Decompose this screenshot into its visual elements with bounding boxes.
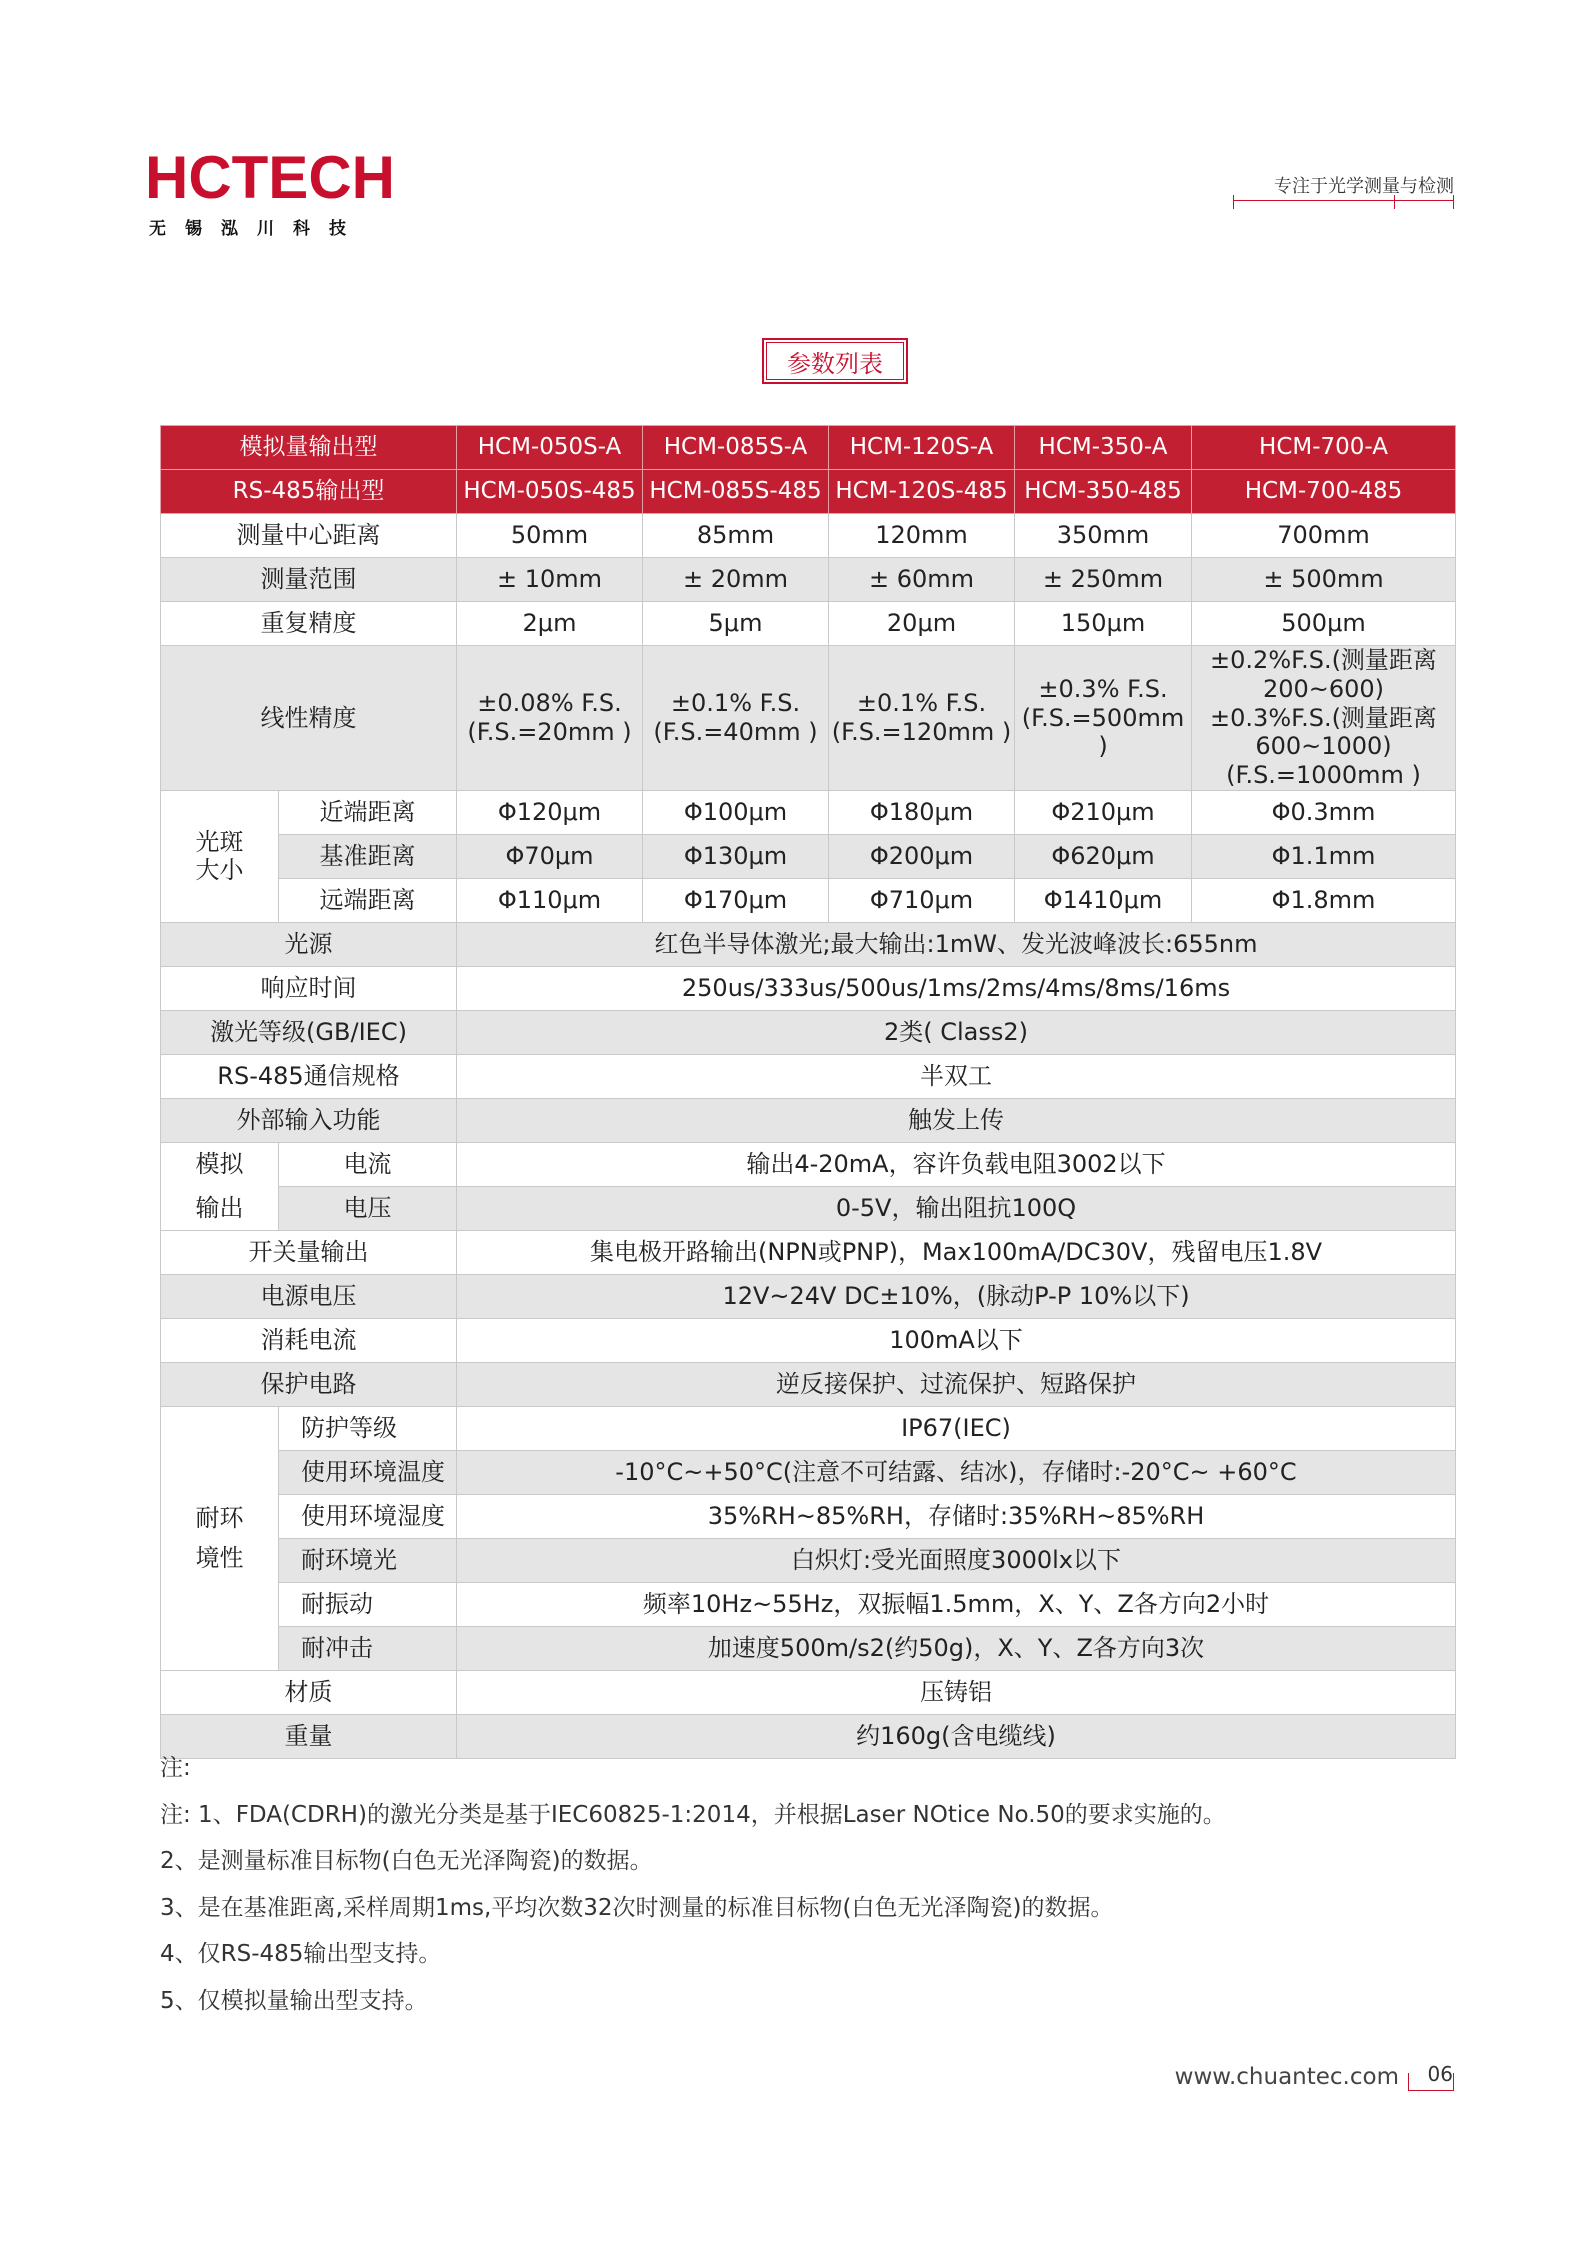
table-row (161, 1274, 1456, 1318)
table-cell: Φ200μm (829, 834, 1015, 878)
row-label: 近端距离 (279, 790, 457, 834)
tagline-tick-left (1233, 195, 1234, 209)
table-row (161, 1142, 1456, 1186)
table-cell: 触发上传 (457, 1098, 1456, 1142)
cell-line: ±0.08% F.S. (477, 689, 622, 718)
table-cell: 120mm (829, 514, 1015, 558)
note-line: 2、是测量标准目标物(白色无光泽陶瓷)的数据。 (160, 1848, 653, 1874)
table-row (161, 1538, 1456, 1582)
logo-subtitle: 无锡泓川科技 (149, 219, 365, 239)
table-row (161, 1670, 1456, 1714)
table-row (161, 1186, 1456, 1230)
row-label: 使用环境温度 (279, 1450, 457, 1494)
group-label-line: 大小 (195, 856, 244, 885)
table-cell: 白炽灯:受光面照度3000lx以下 (457, 1538, 1456, 1582)
table-cell: 集电极开路输出(NPN或PNP)，Max100mA/DC30V，残留电压1.8V (457, 1230, 1456, 1274)
section-title-text: 参数列表 (766, 342, 904, 380)
table-row (161, 966, 1456, 1010)
table-row (161, 1098, 1456, 1142)
table-header-row-rs485 (161, 470, 1456, 514)
table-cell: 输出4-20mA，容许负载电阻3002以下 (457, 1142, 1456, 1186)
table-cell: Φ1.8mm (1192, 878, 1456, 922)
table-cell: 频率10Hz~55Hz，双振幅1.5mm，X、Y、Z各方向2小时 (457, 1582, 1456, 1626)
table-row (161, 1230, 1456, 1274)
cell-line: ±0.2%F.S.(测量距离200~600) (1210, 646, 1437, 703)
table-cell: Φ1410μm (1015, 878, 1192, 922)
table-cell: 2μm (457, 602, 643, 646)
tagline-tick-right (1453, 195, 1454, 209)
row-label: 线性精度 (161, 646, 457, 791)
model-cell: HCM-700-485 (1192, 470, 1456, 514)
company-logo (145, 144, 395, 243)
cell-line: (F.S.=1000mm ) (1226, 761, 1421, 790)
table-cell: 约160g(含电缆线) (457, 1714, 1456, 1758)
table-cell: 700mm (1192, 514, 1456, 558)
table-cell: Φ100μm (643, 790, 829, 834)
table-cell: Φ70μm (457, 834, 643, 878)
logo-text: HCTECH (145, 144, 395, 211)
row-label: 测量中心距离 (161, 514, 457, 558)
model-cell: HCM-120S-A (829, 426, 1015, 470)
table-cell: Φ120μm (457, 790, 643, 834)
group-label-line: 输出 (195, 1194, 244, 1223)
table-cell: Φ130μm (643, 834, 829, 878)
table-cell: 逆反接保护、过流保护、短路保护 (457, 1362, 1456, 1406)
row-label: 电压 (279, 1186, 457, 1230)
row-label: 响应时间 (161, 966, 457, 1010)
table-cell: Φ1.1mm (1192, 834, 1456, 878)
row-label: 耐冲击 (279, 1626, 457, 1670)
table-row (161, 1582, 1456, 1626)
table-cell: ± 500mm (1192, 558, 1456, 602)
row-label: 光源 (161, 922, 457, 966)
tagline-tick-mid (1394, 195, 1395, 209)
group-label-line: 耐环 (195, 1503, 244, 1532)
row-label: 重量 (161, 1714, 457, 1758)
table-cell: 加速度500m/s2(约50g)，X、Y、Z各方向3次 (457, 1626, 1456, 1670)
row-label: 电源电压 (161, 1274, 457, 1318)
group-label-analog (161, 1142, 279, 1230)
cell-line: ±0.3%F.S.(测量距离600~1000) (1210, 703, 1437, 761)
cell-line: (F.S.=20mm ) (467, 717, 632, 746)
row-label: 外部输入功能 (161, 1098, 457, 1142)
table-cell: Φ620μm (1015, 834, 1192, 878)
cell-line: ±0.1% F.S. (856, 689, 987, 718)
table-cell: ± 10mm (457, 558, 643, 602)
table-cell: Φ210μm (1015, 790, 1192, 834)
table-cell: 250us/333us/500us/1ms/2ms/4ms/8ms/16ms (457, 966, 1456, 1010)
row-label: 保护电路 (161, 1362, 457, 1406)
cell-line: (F.S.=500mm ) (1021, 703, 1185, 761)
table-row (161, 558, 1456, 602)
header-label-rs485: RS-485输出型 (161, 470, 457, 514)
table-cell (457, 646, 643, 791)
footer-url: www.chuantec.com (1174, 2064, 1399, 2090)
table-row (161, 1494, 1456, 1538)
page-number: 06 (1427, 2062, 1453, 2086)
footer-tick-left (1408, 2073, 1409, 2091)
row-label: 远端距离 (279, 878, 457, 922)
row-label: 消耗电流 (161, 1318, 457, 1362)
table-cell: 35%RH~85%RH，存储时:35%RH~85%RH (457, 1494, 1456, 1538)
row-label: 激光等级(GB/IEC) (161, 1010, 457, 1054)
model-cell: HCM-085S-485 (643, 470, 829, 514)
footer-underline (1408, 2090, 1454, 2091)
table-row (161, 834, 1456, 878)
group-label-line: 境性 (195, 1544, 244, 1573)
table-row (161, 602, 1456, 646)
table-cell: Φ0.3mm (1192, 790, 1456, 834)
header-label-analog: 模拟量输出型 (161, 426, 457, 470)
table-cell: 150μm (1015, 602, 1192, 646)
cell-line: (F.S.=120mm ) (831, 717, 1012, 746)
spec-table (160, 425, 1456, 1759)
table-row (161, 1362, 1456, 1406)
table-row (161, 790, 1456, 834)
table-cell: 2类( Class2) (457, 1010, 1456, 1054)
table-cell: -10°C~+50°C(注意不可结露、结冰)，存储时:-20°C~ +60°C (457, 1450, 1456, 1494)
model-cell: HCM-050S-A (457, 426, 643, 470)
group-label-environment (161, 1406, 279, 1670)
group-label-line: 光斑 (195, 827, 244, 856)
table-cell: 85mm (643, 514, 829, 558)
table-row (161, 514, 1456, 558)
table-cell: Φ180μm (829, 790, 1015, 834)
note-line: 3、是在基准距离,采样周期1ms,平均次数32次时测量的标准目标物(白色无光泽陶瓷)的数据。 (160, 1894, 1114, 1921)
section-title (762, 338, 908, 384)
table-cell: Φ710μm (829, 878, 1015, 922)
table-row (161, 1626, 1456, 1670)
row-label: 开关量输出 (161, 1230, 457, 1274)
table-cell: 350mm (1015, 514, 1192, 558)
tagline: 专注于光学测量与检测 (1274, 176, 1454, 197)
table-cell: IP67(IEC) (457, 1406, 1456, 1450)
model-cell: HCM-350-485 (1015, 470, 1192, 514)
cell-line: ±0.3% F.S. (1038, 674, 1168, 703)
row-label: 测量范围 (161, 558, 457, 602)
row-label: RS-485通信规格 (161, 1054, 457, 1098)
table-cell: 红色半导体激光;最大输出:1mW、发光波峰波长:655nm (457, 922, 1456, 966)
table-row (161, 878, 1456, 922)
group-label-line: 模拟 (195, 1149, 244, 1178)
row-label: 基准距离 (279, 834, 457, 878)
table-cell: ± 20mm (643, 558, 829, 602)
note-line: 4、仅RS-485输出型支持。 (160, 1941, 442, 1967)
row-label: 耐振动 (279, 1582, 457, 1626)
table-cell: 100mA以下 (457, 1318, 1456, 1362)
table-cell: 0-5V，输出阻抗100Q (457, 1186, 1456, 1230)
note-line: 注: (160, 1755, 191, 1781)
row-label: 耐环境光 (279, 1538, 457, 1582)
table-cell (643, 646, 829, 791)
tagline-underline (1234, 200, 1454, 201)
table-row (161, 1406, 1456, 1450)
notes-section (160, 1745, 1226, 2024)
table-row (161, 1054, 1456, 1098)
footer-tick-right (1453, 2073, 1454, 2091)
note-line: 5、仅模拟量输出型支持。 (160, 1987, 428, 2014)
table-row (161, 1010, 1456, 1054)
table-cell (829, 646, 1015, 791)
model-cell: HCM-700-A (1192, 426, 1456, 470)
table-cell: ± 60mm (829, 558, 1015, 602)
table-cell: 5μm (643, 602, 829, 646)
group-label-spot (161, 790, 279, 922)
table-row (161, 1450, 1456, 1494)
model-cell: HCM-350-A (1015, 426, 1192, 470)
model-cell: HCM-120S-485 (829, 470, 1015, 514)
model-cell: HCM-085S-A (643, 426, 829, 470)
table-header-row-analog (161, 426, 1456, 470)
table-row (161, 646, 1456, 791)
table-cell: ± 250mm (1015, 558, 1192, 602)
table-row (161, 922, 1456, 966)
table-cell: Φ170μm (643, 878, 829, 922)
table-row (161, 1318, 1456, 1362)
note-line: 注: 1、FDA(CDRH)的激光分类是基于IEC60825-1:2014，并根据Laser NOtice No.50的要求实施的。 (160, 1801, 1226, 1828)
cell-line: (F.S.=40mm ) (653, 717, 818, 746)
cell-line: ±0.1% F.S. (670, 689, 801, 718)
row-label: 电流 (279, 1142, 457, 1186)
table-cell: 50mm (457, 514, 643, 558)
table-cell: 500μm (1192, 602, 1456, 646)
table-cell: 压铸铝 (457, 1670, 1456, 1714)
row-label: 材质 (161, 1670, 457, 1714)
row-label: 使用环境湿度 (279, 1494, 457, 1538)
table-cell: Φ110μm (457, 878, 643, 922)
row-label: 重复精度 (161, 602, 457, 646)
table-cell (1015, 646, 1192, 791)
table-cell: 半双工 (457, 1054, 1456, 1098)
row-label: 防护等级 (279, 1406, 457, 1450)
table-cell: 20μm (829, 602, 1015, 646)
table-cell (1192, 646, 1456, 791)
model-cell: HCM-050S-485 (457, 470, 643, 514)
table-cell: 12V~24V DC±10%，(脉动P-P 10%以下) (457, 1274, 1456, 1318)
